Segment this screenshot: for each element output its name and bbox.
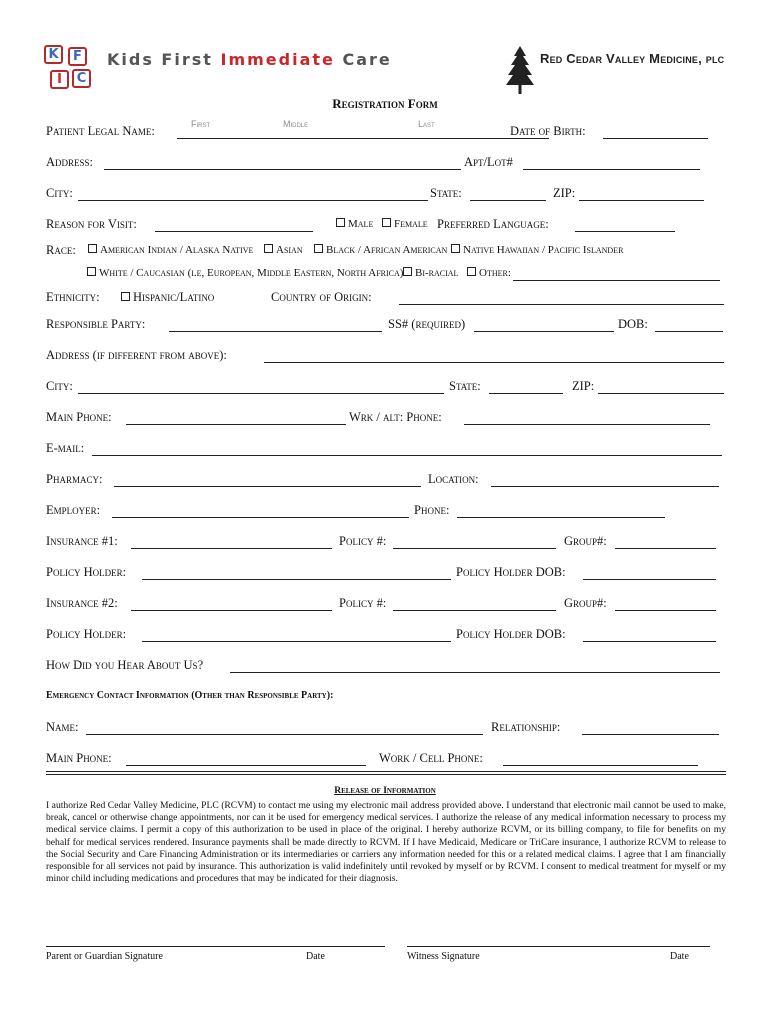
dob-label: Date of Birth: (510, 124, 586, 138)
employer-phone-label: Phone: (414, 503, 450, 517)
em-work-phone-input[interactable] (503, 752, 698, 766)
state-input[interactable] (470, 187, 546, 201)
policy1-input[interactable] (393, 535, 556, 549)
ins1-label: Insurance #1: (46, 534, 118, 548)
email-input[interactable] (92, 442, 722, 456)
em-main-phone-label: Main Phone: (46, 751, 112, 765)
em-name-input[interactable] (86, 721, 483, 735)
race-option-other[interactable] (467, 267, 511, 279)
wrk-phone-label: Wrk / alt: Phone: (349, 410, 442, 424)
race-option-asian[interactable] (264, 244, 303, 256)
cedar-tree-icon (505, 44, 535, 96)
male-checkbox[interactable] (336, 218, 345, 227)
form-title: Registration Form (332, 96, 438, 111)
race-option-american-indian[interactable] (88, 244, 253, 256)
pharmacy-label: Pharmacy: (46, 472, 103, 486)
checkbox[interactable] (314, 244, 323, 253)
policy2-input[interactable] (393, 597, 556, 611)
race-option-black[interactable] (314, 244, 447, 256)
state2-label: State: (449, 379, 481, 393)
hint-last: Last (418, 119, 435, 129)
parent-signature-label: Parent or Guardian Signature (46, 951, 163, 962)
responsible-dob-input[interactable] (655, 318, 723, 332)
city2-input[interactable] (78, 380, 444, 394)
ins1-input[interactable] (131, 535, 332, 549)
zip2-input[interactable] (598, 380, 724, 394)
race-option-label: American Indian / Alaska Native (100, 244, 254, 256)
practice-name: Red Cedar Valley Medicine, plc (540, 51, 725, 66)
witness-date-label: Date (670, 951, 689, 962)
zip-label: ZIP: (553, 186, 576, 200)
dob-input[interactable] (603, 125, 708, 139)
wrk-phone-input[interactable] (464, 411, 710, 425)
checkbox[interactable] (403, 267, 412, 276)
male-option[interactable] (336, 218, 373, 230)
checkbox[interactable] (451, 244, 460, 253)
witness-signature-line[interactable] (407, 946, 710, 947)
language-input[interactable] (575, 218, 675, 232)
hint-middle: Middle (283, 119, 309, 129)
ethnicity-label: Ethnicity: (46, 290, 100, 304)
emergency-heading: Emergency Contact Information (Other than Responsible Party): (46, 690, 334, 701)
race-option-label: Asian (276, 244, 303, 256)
group1-input[interactable] (615, 535, 716, 549)
holder-dob2-label: Policy Holder DOB: (456, 627, 566, 641)
location-input[interactable] (491, 473, 719, 487)
city-label: City: (46, 186, 73, 200)
release-text: I authorize Red Cedar Valley Medicine, PLC (RCVM) to contact me using my electronic mail address provided above. I understand that electronic mail cannot be used to make, break, cancel or otherwise change appointments, nor can it be used for emergency medical services. I authorize the release of any medical information necessary to process my medical service claims. I permit a copy of this authorization to be used in place of the original. I hereby authorize RCVM, or its billing company, to file for benefits on my behalf for medical services rendered. Insurance payments shall be made directly to RCVM. If I have Medicaid, Medicare or TriCare insurance, I authorize RCVM to release to the Social Security and Care Financing Administration or its intermediaries or carriers any information needed for this or a related medical claims. I agree that I am financially responsible for all services not paid by insurance. This authorization is valid indefinitely until revoked by myself or by RCVM. I consent to medical treatment for myself or my minor child including medications and procedures that may be indicated for their diagnosis. (46, 800, 726, 885)
ins2-input[interactable] (131, 597, 332, 611)
holder-dob1-input[interactable] (583, 566, 716, 580)
city-input[interactable] (78, 187, 428, 201)
email-label: E-mail: (46, 441, 85, 455)
hispanic-checkbox[interactable] (121, 292, 130, 301)
hispanic-option[interactable] (121, 290, 214, 305)
race-option-native-hawaiian[interactable] (451, 244, 623, 256)
policy2-label: Policy #: (339, 596, 387, 610)
race-label: Race: (46, 243, 76, 257)
logo-block-c: C (72, 69, 91, 88)
ss-input[interactable] (474, 318, 614, 332)
logo-block-k: K (44, 45, 63, 64)
em-relationship-label: Relationship: (491, 720, 561, 734)
employer-label: Employer: (46, 503, 101, 517)
group1-label: Group#: (564, 534, 607, 548)
apt-label: Apt/Lot# (464, 155, 513, 169)
reason-label: Reason for Visit: (46, 217, 137, 231)
race-option-label: White / Caucasian (i.e, European, Middle Eastern, North Africa) (99, 267, 404, 279)
pharmacy-input[interactable] (114, 473, 421, 487)
employer-phone-input[interactable] (457, 504, 665, 518)
state2-input[interactable] (489, 380, 563, 394)
race-option-white[interactable] (87, 267, 403, 279)
holder2-input[interactable] (142, 628, 451, 642)
policy1-label: Policy #: (339, 534, 387, 548)
parent-date-label: Date (306, 951, 325, 962)
clinic-name-part2: Immediate (220, 50, 335, 69)
female-label: Female (394, 218, 428, 230)
checkbox[interactable] (87, 267, 96, 276)
holder-dob2-input[interactable] (583, 628, 716, 642)
logo-block-f: F (68, 47, 87, 66)
address-input[interactable] (104, 156, 461, 170)
ss-label: SS# (required) (388, 317, 466, 331)
country-input[interactable] (399, 291, 724, 305)
country-label: Country of Origin: (271, 290, 372, 304)
holder1-label: Policy Holder: (46, 565, 127, 579)
release-heading: Release of Information (334, 786, 436, 796)
clinic-name-part3: Care (342, 50, 392, 69)
holder2-label: Policy Holder: (46, 627, 127, 641)
patient-name-input[interactable] (177, 125, 549, 139)
patient-name-label: Patient Legal Name: (46, 124, 155, 138)
em-relationship-input[interactable] (582, 721, 719, 735)
race-option-biracial[interactable] (403, 267, 458, 279)
clinic-name (107, 50, 392, 69)
employer-input[interactable] (112, 504, 409, 518)
parent-signature-line[interactable] (46, 946, 385, 947)
hint-first: First (191, 119, 211, 129)
group2-label: Group#: (564, 596, 607, 610)
hispanic-label: Hispanic/Latino (133, 290, 215, 304)
clinic-name-part1: Kids First (107, 50, 213, 69)
em-name-label: Name: (46, 720, 79, 734)
em-work-phone-label: Work / Cell Phone: (379, 751, 483, 765)
address-diff-label: Address (if different from above): (46, 348, 227, 362)
address-label: Address: (46, 155, 94, 169)
section-divider (46, 774, 726, 775)
responsible-dob-label: DOB: (618, 317, 648, 331)
responsible-input[interactable] (169, 318, 382, 332)
race-option-label: Other: (479, 267, 511, 279)
checkbox[interactable] (88, 244, 97, 253)
race-option-label: Bi-racial (415, 267, 459, 279)
apt-input[interactable] (523, 156, 700, 170)
checkbox[interactable] (264, 244, 273, 253)
state-label: State: (430, 186, 462, 200)
language-label: Preferred Language: (437, 217, 549, 231)
hear-label: How Did you Hear About Us? (46, 658, 204, 672)
witness-signature-label: Witness Signature (407, 951, 480, 962)
responsible-label: Responsible Party: (46, 317, 146, 331)
female-checkbox[interactable] (382, 218, 391, 227)
city2-label: City: (46, 379, 73, 393)
section-divider (46, 771, 726, 772)
holder-dob1-label: Policy Holder DOB: (456, 565, 566, 579)
zip2-label: ZIP: (572, 379, 595, 393)
hear-input[interactable] (230, 659, 720, 673)
checkbox[interactable] (467, 267, 476, 276)
clinic-logo (44, 45, 94, 93)
race-option-label: Black / African American (326, 244, 448, 256)
group2-input[interactable] (615, 597, 716, 611)
logo-block-i: I (50, 70, 69, 89)
zip-input[interactable] (579, 187, 704, 201)
address-diff-input[interactable] (264, 349, 724, 363)
reason-input[interactable] (155, 218, 313, 232)
main-phone-input[interactable] (126, 411, 346, 425)
female-option[interactable] (382, 218, 428, 230)
em-main-phone-input[interactable] (126, 752, 366, 766)
male-label: Male (348, 218, 374, 230)
ins2-label: Insurance #2: (46, 596, 118, 610)
race-option-label: Native Hawaiian / Pacific Islander (463, 244, 624, 256)
location-label: Location: (428, 472, 479, 486)
race-other-input[interactable] (513, 267, 720, 281)
main-phone-label: Main Phone: (46, 410, 112, 424)
holder1-input[interactable] (142, 566, 451, 580)
